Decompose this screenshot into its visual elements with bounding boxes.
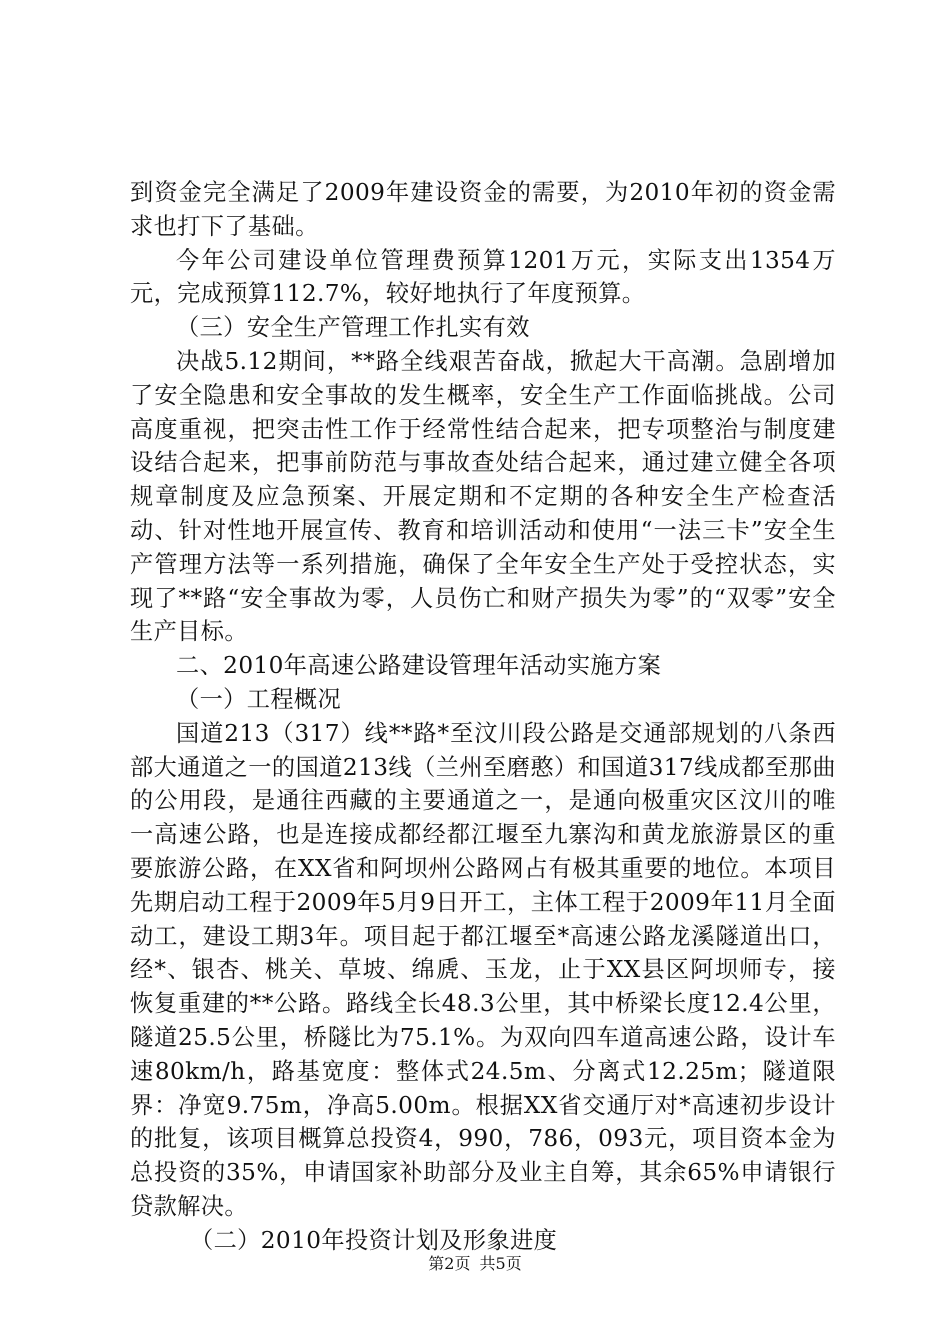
page-total: 共5页 bbox=[479, 1254, 522, 1273]
paragraph-management-fee: 今年公司建设单位管理费预算1201万元，实际支出1354万元，完成预算112.7%，较好地执行了年度预算。 bbox=[130, 246, 836, 308]
heading-investment-plan: （二）2010年投资计划及形象进度 bbox=[190, 1226, 558, 1254]
page-footer bbox=[0, 1254, 950, 1274]
document-body bbox=[130, 176, 836, 1258]
paragraph-safety-production: 决战5.12期间，**路全线艰苦奋战，掀起大干高潮。急剧增加了安全隐患和安全事故的发生概率，安全生产工作面临挑战。公司高度重视，把突击性工作于经常性结合起来，把专项整治与制度建设结合起来，把事前防范与事故查处结合起来，通过建立健全各项规章制度及应急预案、开展定期和不定期的各种安全生产检查活动、针对性地开展宣传、教育和培训活动和使用“一法三卡”安全生产管理方法等一系列措施，确保了全年安全生产处于受控状态，实现了**路“安全事故为零，人员伤亡和财产损失为零”的“双零”安全生产目标。 bbox=[130, 347, 836, 646]
paragraph-funding-continued: 到资金完全满足了2009年建设资金的需要，为2010年初的资金需求也打下了基础。 bbox=[130, 179, 836, 240]
page-number: 第2页 bbox=[428, 1254, 471, 1273]
heading-section-two: 二、2010年高速公路建设管理年活动实施方案 bbox=[176, 652, 662, 680]
heading-project-overview: （一）工程概况 bbox=[176, 685, 342, 713]
paragraph-project-overview: 国道213（317）线**路*至汶川段公路是交通部规划的八条西部大通道之一的国道213线（兰州至磨憨）和国道317线成都至那曲的公用段，是通往西藏的主要通道之一，是通向极重灾区汶川的唯一高速公路，也是连接成都经都江堰至九寨沟和黄龙旅游景区的重要旅游公路，在XX省和阿坝州公路网占有极其重要的地位。本项目先期启动工程于2009年5月9日开工，主体工程于2009年11月全面动工，建设工期3年。项目起于都江堰至*高速公路龙溪隧道出口，经*、银杏、桃关、草坡、绵虒、玉龙，止于XX县区阿坝师专，接恢复重建的**公路。路线全长48.3公里，其中桥梁长度12.4公里，隧道25.5公里，桥隧比为75.1%。为双向四车道高速公路，设计车速80km/h，路基宽度：整体式24.5m、分离式12.25m；隧道限界：净宽9.75m，净高5.00m。根据XX省交通厅对*高速初步设计的批复，该项目概算总投资4，990，786，093元，项目资本金为总投资的35%，申请国家补助部分及业主自筹，其余65%申请银行贷款解决。 bbox=[130, 719, 836, 1220]
heading-safety-production: （三）安全生产管理工作扎实有效 bbox=[176, 314, 530, 342]
